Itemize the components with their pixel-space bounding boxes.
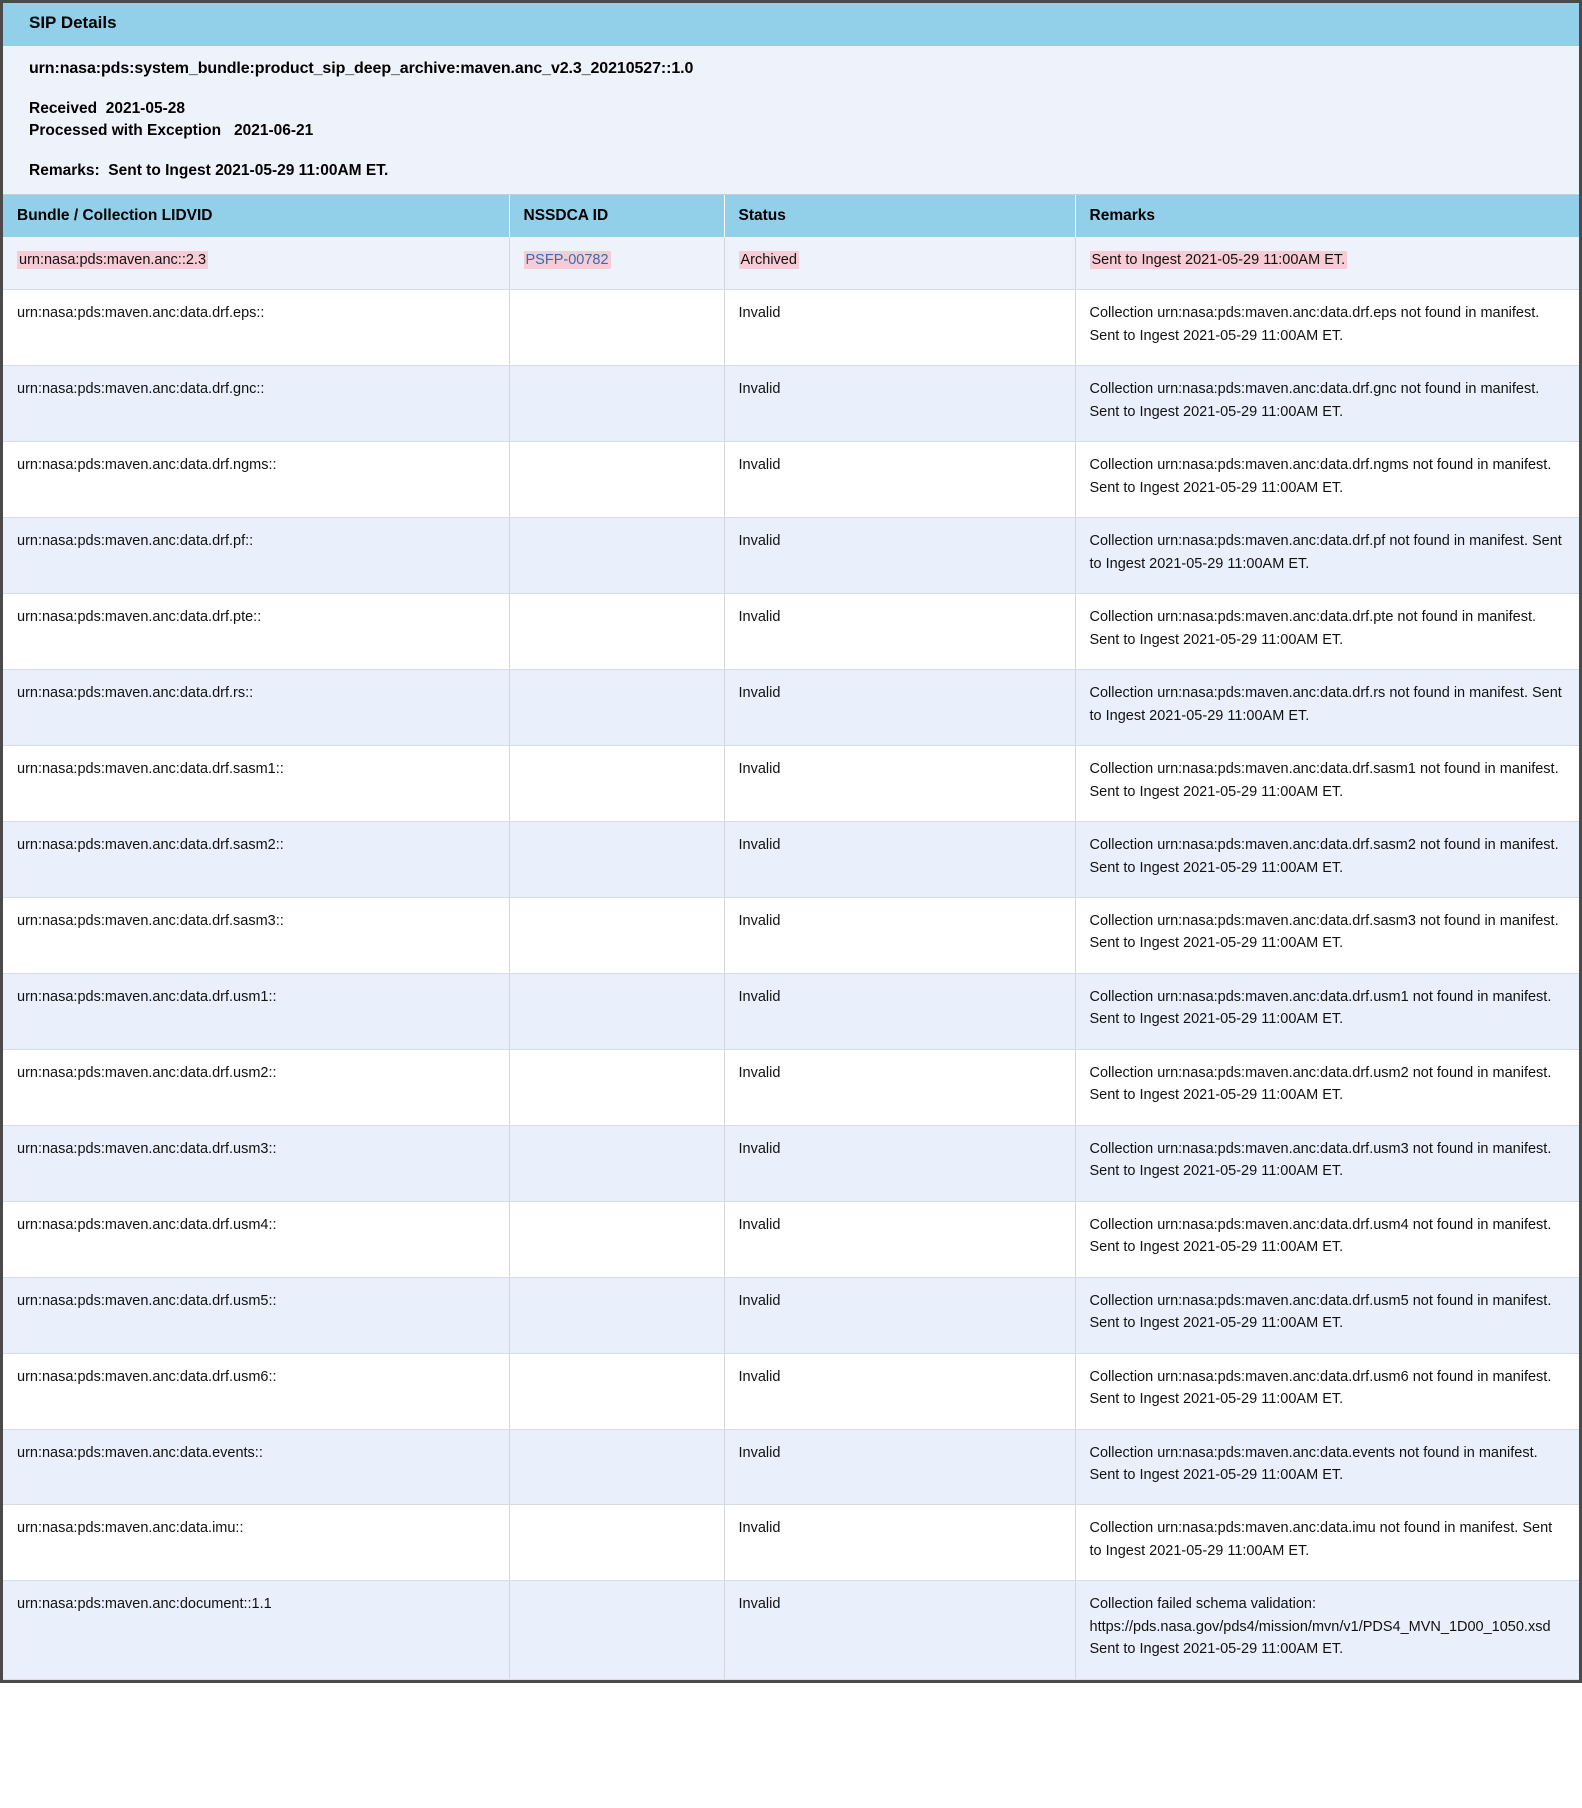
cell-lidvid: urn:nasa:pds:maven.anc:data.drf.ngms:: [3,442,509,518]
cell-lidvid: urn:nasa:pds:maven.anc:data.drf.sasm3:: [3,897,509,973]
column-header-remarks[interactable]: Remarks [1075,195,1579,237]
cell-nssdca-id [509,973,724,1049]
cell-remarks: Collection urn:nasa:pds:maven.anc:data.drf.usm2 not found in manifest. Sent to Ingest 2021-05-29 11:00AM ET. [1075,1049,1579,1125]
cell-lidvid: urn:nasa:pds:maven.anc:data.drf.eps:: [3,290,509,366]
cell-status: Invalid [724,1505,1075,1581]
cell-status: Invalid [724,366,1075,442]
cell-lidvid: urn:nasa:pds:maven.anc:data.drf.usm1:: [3,973,509,1049]
cell-status: Invalid [724,1201,1075,1277]
cell-status: Invalid [724,594,1075,670]
summary-remarks-label: Remarks: [29,162,100,179]
sip-collections-table [3,195,1579,1680]
table-row[interactable] [3,1581,1579,1679]
cell-lidvid: urn:nasa:pds:maven.anc:data.drf.sasm2:: [3,822,509,898]
cell-remarks: Collection urn:nasa:pds:maven.anc:data.drf.sasm2 not found in manifest. Sent to Ingest 2021-05-29 11:00AM ET. [1075,822,1579,898]
cell-status: Invalid [724,973,1075,1049]
sip-summary [3,46,1579,195]
cell-remarks: Collection urn:nasa:pds:maven.anc:data.drf.gnc not found in manifest. Sent to Ingest 2021-05-29 11:00AM ET. [1075,366,1579,442]
cell-status [724,237,1075,290]
cell-remarks: Collection urn:nasa:pds:maven.anc:data.drf.usm1 not found in manifest. Sent to Ingest 2021-05-29 11:00AM ET. [1075,973,1579,1049]
cell-remarks: Collection urn:nasa:pds:maven.anc:data.drf.eps not found in manifest. Sent to Ingest 2021-05-29 11:00AM ET. [1075,290,1579,366]
cell-remarks: Collection urn:nasa:pds:maven.anc:data.drf.usm5 not found in manifest. Sent to Ingest 2021-05-29 11:00AM ET. [1075,1277,1579,1353]
cell-remarks: Collection urn:nasa:pds:maven.anc:data.drf.usm6 not found in manifest. Sent to Ingest 2021-05-29 11:00AM ET. [1075,1353,1579,1429]
cell-status: Invalid [724,1353,1075,1429]
processed-line [29,122,1553,140]
cell-nssdca-id [509,897,724,973]
cell-lidvid: urn:nasa:pds:maven.anc:data.drf.usm3:: [3,1125,509,1201]
status-badge: Archived [740,252,797,268]
cell-remarks: Collection urn:nasa:pds:maven.anc:data.imu not found in manifest. Sent to Ingest 2021-05-29 11:00AM ET. [1075,1505,1579,1581]
cell-nssdca-id [509,1125,724,1201]
cell-remarks: Collection failed schema validation: https://pds.nasa.gov/pds4/mission/mvn/v1/PDS4_MVN_1D00_1050.xsd Sent to Ingest 2021-05-29 11:00AM ET. [1075,1581,1579,1679]
table-row[interactable] [3,1429,1579,1505]
cell-nssdca-id [509,822,724,898]
received-value: 2021-05-28 [105,100,185,117]
cell-nssdca-id [509,594,724,670]
highlighted-text: urn:nasa:pds:maven.anc::2.3 [19,252,207,268]
cell-remarks: Collection urn:nasa:pds:maven.anc:data.drf.sasm1 not found in manifest. Sent to Ingest 2021-05-29 11:00AM ET. [1075,746,1579,822]
cell-remarks: Collection urn:nasa:pds:maven.anc:data.drf.sasm3 not found in manifest. Sent to Ingest 2021-05-29 11:00AM ET. [1075,897,1579,973]
table-row[interactable] [3,822,1579,898]
panel-title: SIP Details [3,3,1579,46]
table-row[interactable] [3,973,1579,1049]
summary-remarks-line [29,162,1553,180]
cell-lidvid: urn:nasa:pds:maven.anc:document::1.1 [3,1581,509,1679]
nssdca-id-link[interactable] [524,251,611,269]
cell-status: Invalid [724,1581,1075,1679]
received-label: Received [29,100,98,117]
table-body [3,237,1579,1679]
summary-remarks-value: Sent to Ingest 2021-05-29 11:00AM ET. [108,162,389,179]
cell-nssdca-id [509,1505,724,1581]
table-row[interactable] [3,1277,1579,1353]
cell-lidvid: urn:nasa:pds:maven.anc:data.drf.rs:: [3,670,509,746]
table-row[interactable] [3,1125,1579,1201]
cell-status: Invalid [724,897,1075,973]
cell-nssdca-id [509,1049,724,1125]
cell-status: Invalid [724,290,1075,366]
cell-lidvid: urn:nasa:pds:maven.anc:data.drf.gnc:: [3,366,509,442]
cell-nssdca-id [509,1581,724,1679]
table-header-row [3,195,1579,237]
cell-status: Invalid [724,746,1075,822]
cell-status: Invalid [724,670,1075,746]
cell-status: Invalid [724,518,1075,594]
table-row[interactable] [3,237,1579,290]
processed-value: 2021-06-21 [234,122,314,139]
cell-remarks: Collection urn:nasa:pds:maven.anc:data.drf.usm3 not found in manifest. Sent to Ingest 2021-05-29 11:00AM ET. [1075,1125,1579,1201]
column-header-lidvid[interactable]: Bundle / Collection LIDVID [3,195,509,237]
table-row[interactable] [3,1353,1579,1429]
cell-remarks [1075,237,1579,290]
cell-nssdca-id [509,237,724,290]
table-row[interactable] [3,746,1579,822]
cell-nssdca-id [509,1201,724,1277]
cell-status: Invalid [724,822,1075,898]
table-row[interactable] [3,442,1579,518]
table-row[interactable] [3,670,1579,746]
column-header-nssdca[interactable]: NSSDCA ID [509,195,724,237]
cell-nssdca-id [509,670,724,746]
table-row[interactable] [3,594,1579,670]
highlighted-text: PSFP-00782 [525,252,609,268]
table-header [3,195,1579,237]
cell-nssdca-id [509,366,724,442]
cell-remarks: Collection urn:nasa:pds:maven.anc:data.drf.rs not found in manifest. Sent to Ingest 2021-05-29 11:00AM ET. [1075,670,1579,746]
cell-lidvid: urn:nasa:pds:maven.anc:data.events:: [3,1429,509,1505]
cell-status: Invalid [724,1277,1075,1353]
table-row[interactable] [3,1505,1579,1581]
cell-lidvid: urn:nasa:pds:maven.anc:data.drf.usm4:: [3,1201,509,1277]
cell-status: Invalid [724,1429,1075,1505]
highlighted-text: Sent to Ingest 2021-05-29 11:00AM ET. [1091,252,1346,268]
cell-remarks: Collection urn:nasa:pds:maven.anc:data.drf.ngms not found in manifest. Sent to Ingest 2021-05-29 11:00AM ET. [1075,442,1579,518]
cell-nssdca-id [509,442,724,518]
cell-nssdca-id [509,746,724,822]
table-row[interactable] [3,518,1579,594]
table-row[interactable] [3,290,1579,366]
cell-lidvid [3,237,509,290]
table-row[interactable] [3,1049,1579,1125]
sip-lidvid: urn:nasa:pds:system_bundle:product_sip_deep_archive:maven.anc_v2.3_20210527::1.0 [29,60,694,77]
cell-lidvid: urn:nasa:pds:maven.anc:data.drf.sasm1:: [3,746,509,822]
cell-status: Invalid [724,1049,1075,1125]
cell-remarks: Collection urn:nasa:pds:maven.anc:data.drf.usm4 not found in manifest. Sent to Ingest 2021-05-29 11:00AM ET. [1075,1201,1579,1277]
cell-remarks: Collection urn:nasa:pds:maven.anc:data.drf.pte not found in manifest. Sent to Ingest 2021-05-29 11:00AM ET. [1075,594,1579,670]
table-row[interactable] [3,366,1579,442]
cell-lidvid: urn:nasa:pds:maven.anc:data.drf.usm5:: [3,1277,509,1353]
cell-nssdca-id [509,518,724,594]
cell-nssdca-id [509,1429,724,1505]
cell-remarks: Collection urn:nasa:pds:maven.anc:data.drf.pf not found in manifest. Sent to Ingest 2021-05-29 11:00AM ET. [1075,518,1579,594]
cell-nssdca-id [509,1353,724,1429]
cell-lidvid: urn:nasa:pds:maven.anc:data.drf.usm2:: [3,1049,509,1125]
received-line [29,100,1553,118]
cell-status: Invalid [724,1125,1075,1201]
cell-remarks: Collection urn:nasa:pds:maven.anc:data.events not found in manifest. Sent to Ingest 2021-05-29 11:00AM ET. [1075,1429,1579,1505]
cell-status: Invalid [724,442,1075,518]
cell-nssdca-id [509,290,724,366]
table-row[interactable] [3,897,1579,973]
cell-lidvid: urn:nasa:pds:maven.anc:data.drf.pte:: [3,594,509,670]
column-header-status[interactable]: Status [724,195,1075,237]
cell-lidvid: urn:nasa:pds:maven.anc:data.drf.pf:: [3,518,509,594]
table-row[interactable] [3,1201,1579,1277]
cell-nssdca-id [509,1277,724,1353]
cell-lidvid: urn:nasa:pds:maven.anc:data.imu:: [3,1505,509,1581]
cell-lidvid: urn:nasa:pds:maven.anc:data.drf.usm6:: [3,1353,509,1429]
processed-label: Processed with Exception [29,122,222,139]
